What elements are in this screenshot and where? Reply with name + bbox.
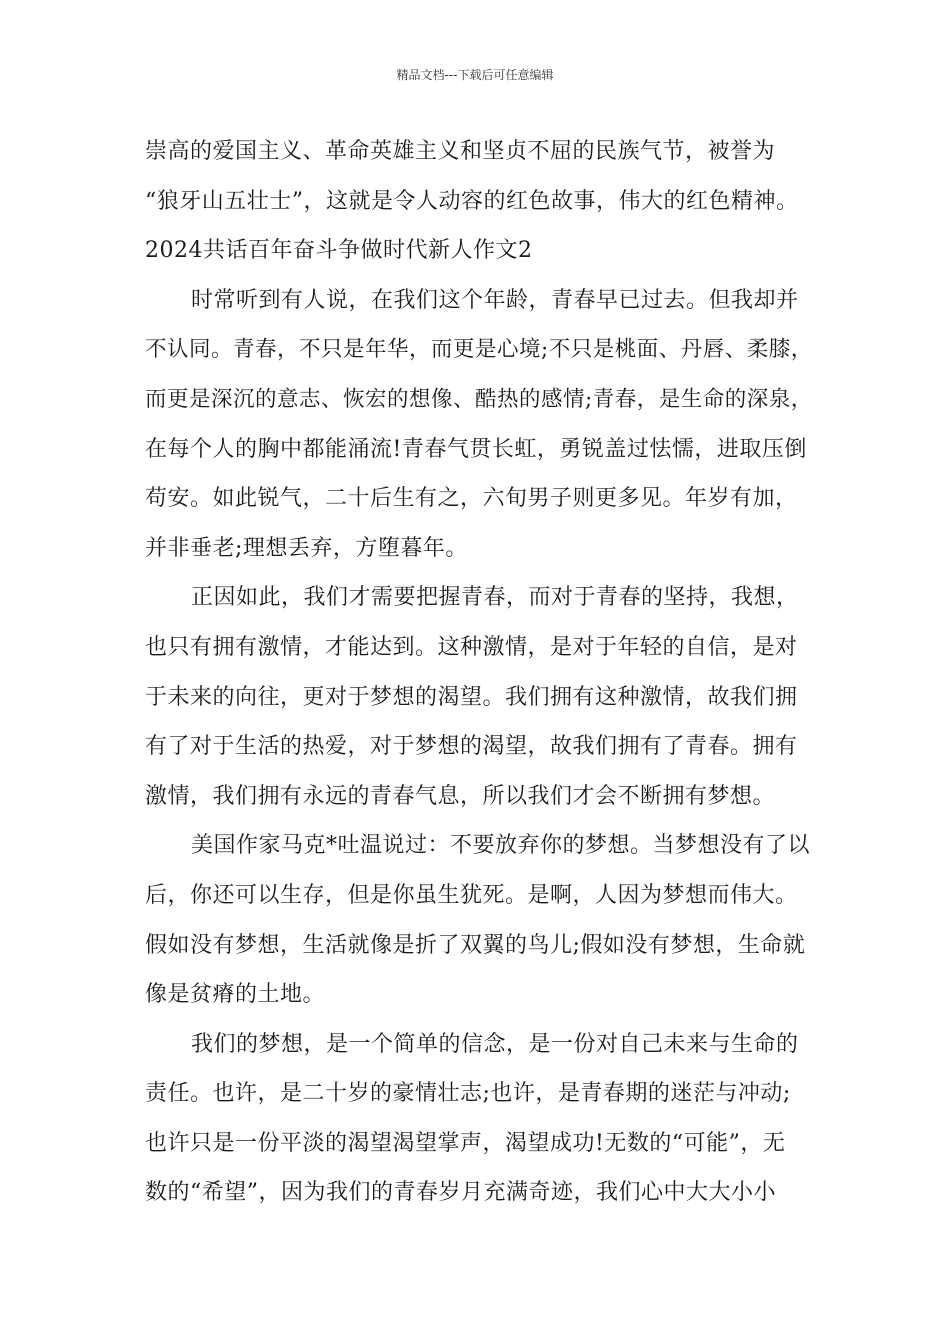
text-line: 在每个人的胸中都能涌流!青春气贯长虹，勇锐盖过怯懦，进取压倒 xyxy=(145,436,807,462)
text-line: 假如没有梦想，生活就像是折了双翼的鸟儿;假如没有梦想，生命就 xyxy=(145,932,806,958)
text-line: 2024共话百年奋斗争做时代新人作文2 xyxy=(145,238,533,264)
text-line: “狼牙山五壮士”，这就是令人动容的红色故事，伟大的红色精神。 xyxy=(145,188,799,214)
text-line: 时常听到有人说，在我们这个年龄，青春早已过去。但我却并 xyxy=(191,287,799,313)
text-line: 而更是深沉的意志、恢宏的想像、酷热的感情;青春，是生命的深泉， xyxy=(145,386,813,412)
text-line: 于未来的向往，更对于梦想的渴望。我们拥有这种激情，故我们拥 xyxy=(145,684,798,710)
text-line: 苟安。如此锐气，二十后生有之，六旬男子则更多见。年岁有加， xyxy=(145,486,798,512)
document-body xyxy=(145,127,815,1218)
text-line: 不认同。青春，不只是年华，而更是心境;不只是桃面、丹唇、柔膝， xyxy=(145,337,813,363)
text-line: 崇高的爱国主义、革命英雄主义和坚贞不屈的民族气节，被誉为 xyxy=(145,139,776,164)
text-line: 也许只是一份平淡的渴望渴望掌声，渴望成功!无数的“可能”，无 xyxy=(145,1130,786,1156)
text-line: 激情，我们拥有永远的青春气息，所以我们才会不断拥有梦想。 xyxy=(145,783,776,809)
text-line: 我们的梦想，是一个简单的信念，是一份对自己未来与生命的 xyxy=(191,1031,799,1057)
text-line: 责任。也许，是二十岁的豪情壮志;也许，是青春期的迷茫与冲动; xyxy=(145,1081,791,1107)
page-header: 精品文档---下载后可任意编辑 xyxy=(396,68,554,82)
text-line: 后，你还可以生存，但是你虽生犹死。是啊，人因为梦想而伟大。 xyxy=(145,882,798,908)
text-line: 正因如此，我们才需要把握青春，而对于青春的坚持，我想， xyxy=(191,585,799,611)
text-line: 并非垂老;理想丢弃，方堕暮年。 xyxy=(145,535,468,561)
text-line: 美国作家马克*吐温说过：不要放弃你的梦想。当梦想没有了以 xyxy=(191,833,811,859)
text-line: 数的“希望”，因为我们的青春岁月充满奇迹，我们心中大大小小 xyxy=(145,1180,776,1206)
text-line: 也只有拥有激情，才能达到。这种激情，是对于年轻的自信，是对 xyxy=(145,634,798,660)
text-line: 像是贫瘠的土地。 xyxy=(145,982,326,1008)
text-line: 有了对于生活的热爱，对于梦想的渴望，故我们拥有了青春。拥有 xyxy=(145,734,798,760)
